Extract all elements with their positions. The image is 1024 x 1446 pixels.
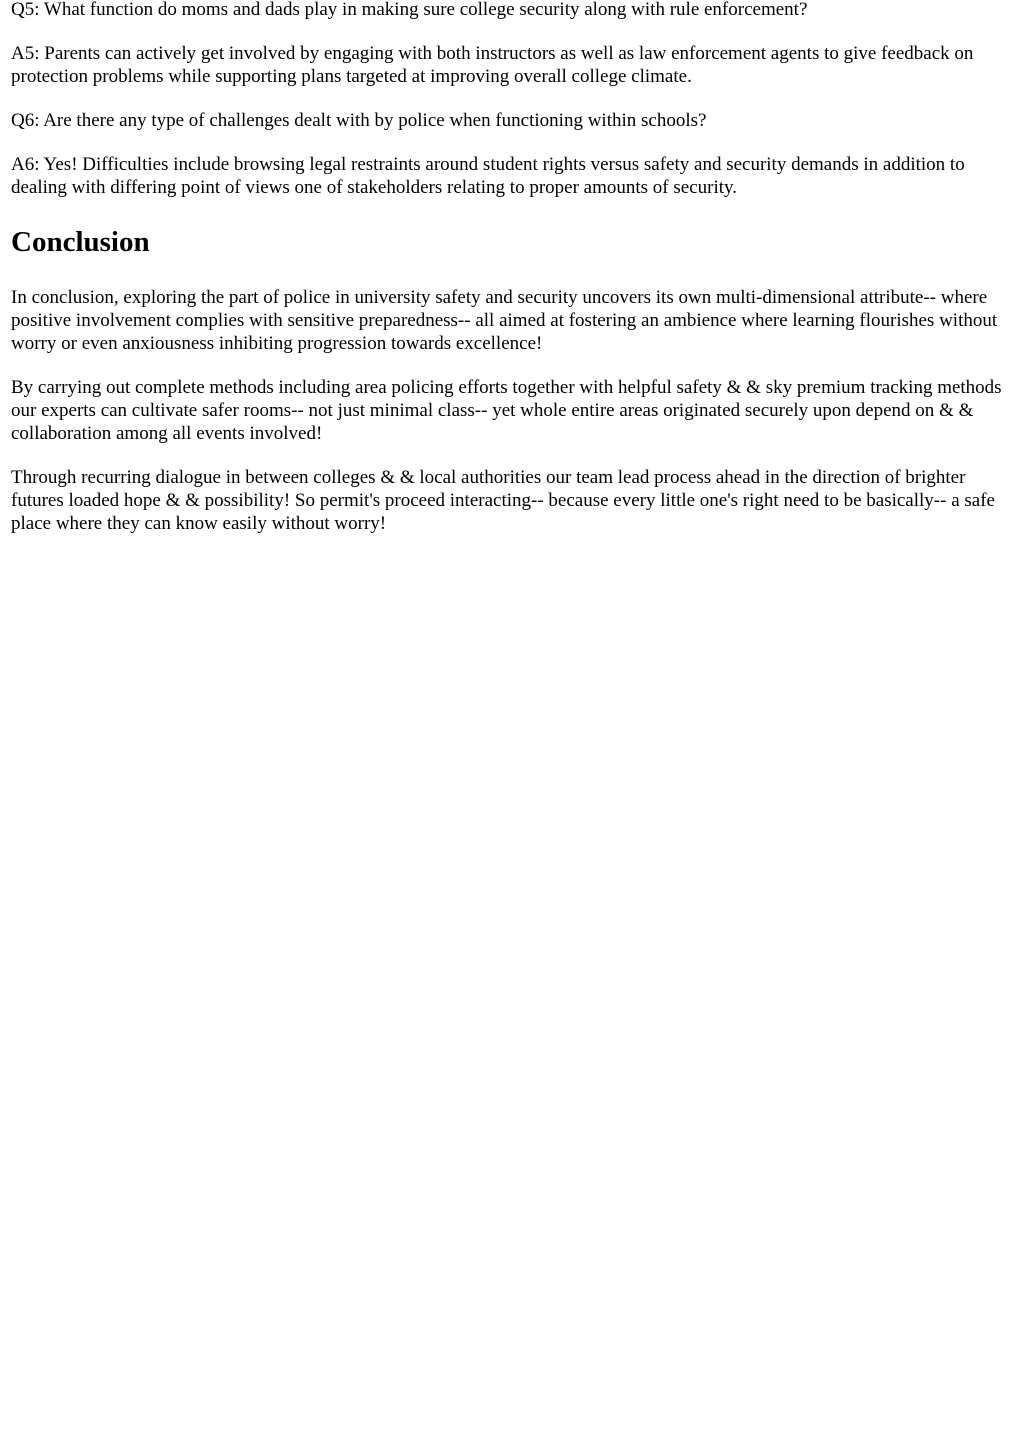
faq-answer-5: A5: Parents can actively get involved by engaging with both instructors as well as law enforcement agents to give feedback on protection problems while supporting plans targeted at improving overall college climate. — [11, 43, 974, 87]
conclusion-paragraph-1: In conclusion, exploring the part of police in university safety and security uncovers its own multi-dimensional attribute-- where positive involvement complies with sensitive preparedness-- all aimed at fostering an ambience where learning flourishes without worry or even anxiousness inhibiting progression towards excellence! — [11, 287, 998, 354]
conclusion-paragraph-2: By carrying out complete methods including area policing efforts together with helpful safety & & sky premium tracking methods our experts can cultivate safer rooms-- not just minimal class-- yet whole entire areas originated securely upon depend on & & collaboration among all events involved! — [11, 377, 1002, 444]
conclusion-paragraph-3: Through recurring dialogue in between colleges & & local authorities our team lead process ahead in the direction of brighter futures loaded hope & & possibility! So permit's proceed interacting-- because every little one's right need to be basically-- a safe place where they can know easily without worry! — [11, 467, 995, 534]
faq-question-5: Q5: What function do moms and dads play in making sure college security along with rule enforcement? — [11, 0, 808, 20]
article-content — [11, 0, 1016, 535]
faq-question-6: Q6: Are there any type of challenges dealt with by police when functioning within schools? — [11, 110, 707, 131]
conclusion-heading: Conclusion — [11, 226, 150, 258]
faq-answer-6: A6: Yes! Difficulties include browsing legal restraints around student rights versus safety and security demands in addition to dealing with differing point of views one of stakeholders relating to proper amounts of security. — [11, 154, 965, 198]
